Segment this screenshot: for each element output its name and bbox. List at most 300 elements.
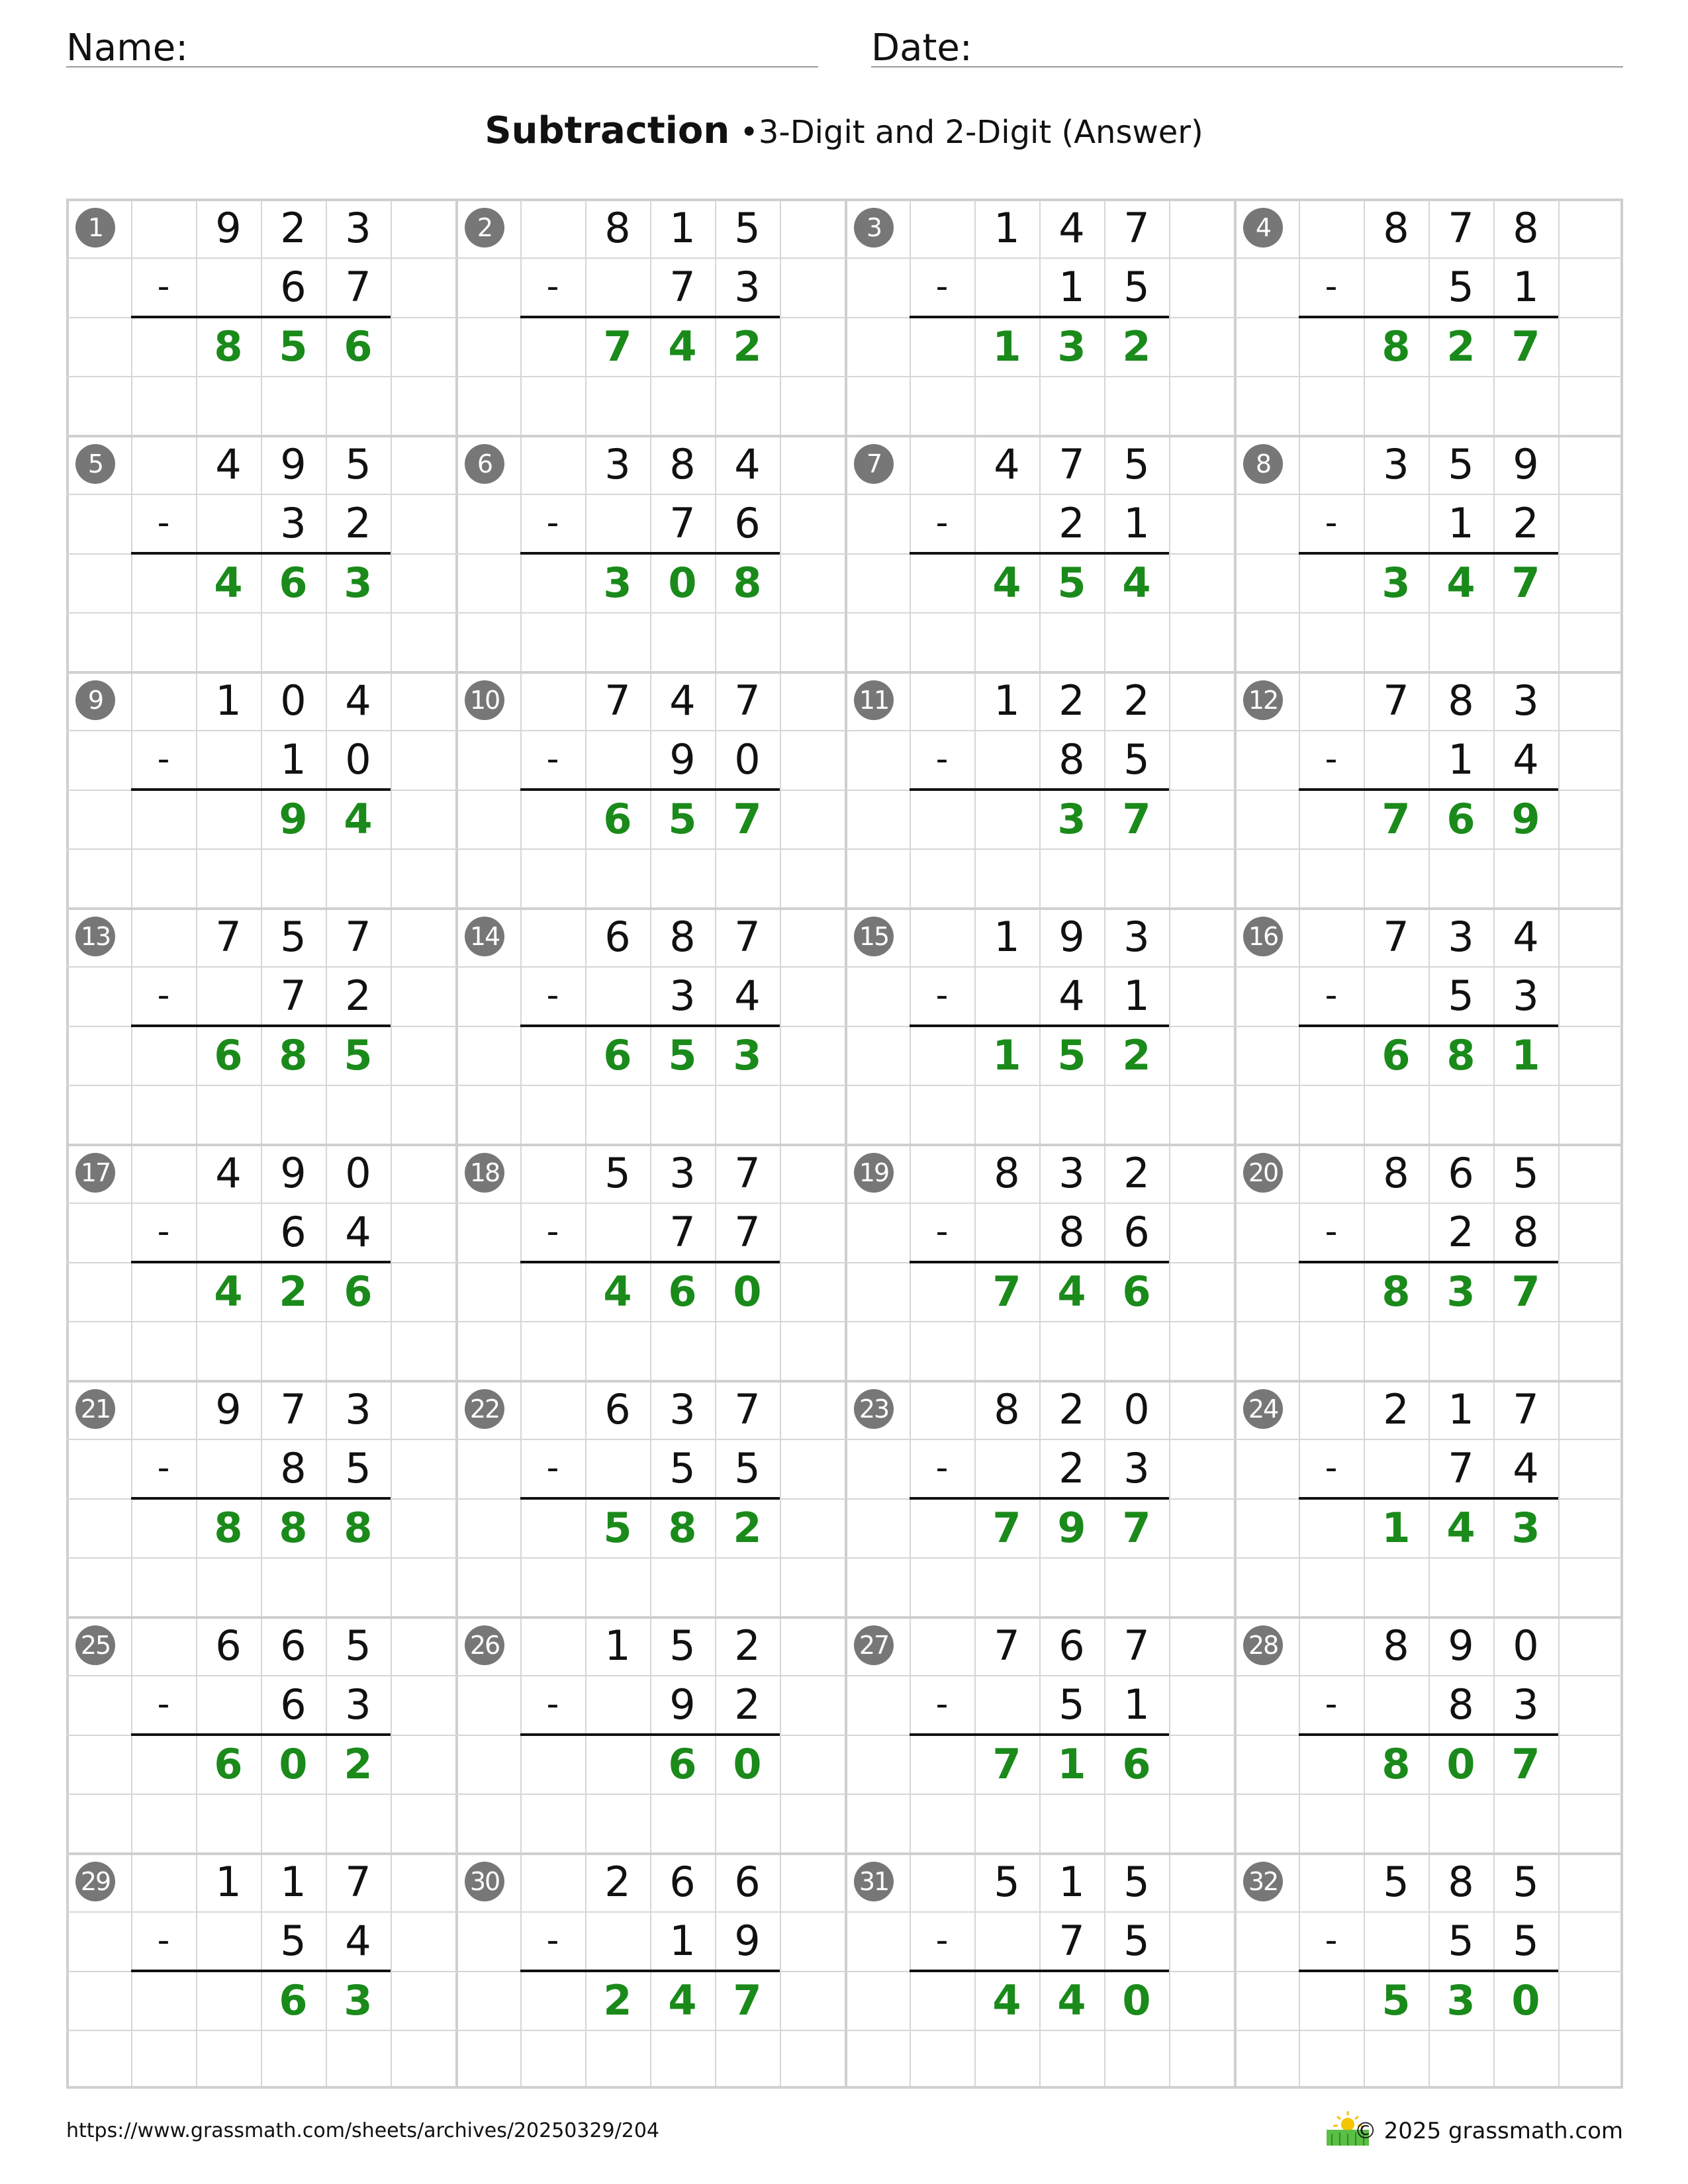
subtrahend-digit: 1 bbox=[1448, 735, 1474, 784]
subtrahend-digit: 8 bbox=[280, 1444, 306, 1493]
answer-digit: 6 bbox=[1446, 794, 1476, 843]
minuend-digit: 2 bbox=[1058, 1385, 1085, 1433]
answer-digit: 0 bbox=[733, 1267, 762, 1316]
problem-number-badge: 21 bbox=[75, 1389, 115, 1429]
minuend-digit: 5 bbox=[734, 204, 761, 252]
sum-line bbox=[520, 1733, 780, 1736]
name-label: Name: bbox=[66, 26, 189, 69]
answer-digit: 3 bbox=[344, 558, 373, 607]
answer-digit: 6 bbox=[603, 794, 632, 843]
problem-number-badge: 2 bbox=[465, 208, 504, 248]
answer-digit: 3 bbox=[344, 1976, 373, 2025]
minus-sign: - bbox=[935, 976, 949, 1015]
minuend-digit: 2 bbox=[604, 1858, 631, 1906]
minuend-digit: 1 bbox=[994, 913, 1020, 961]
answer-digit: 6 bbox=[603, 1030, 632, 1079]
answer-digit: 4 bbox=[603, 1267, 632, 1316]
answer-digit: 3 bbox=[603, 558, 632, 607]
minuend-digit: 7 bbox=[1383, 913, 1409, 961]
sum-line bbox=[910, 1024, 1169, 1027]
minuend-digit: 5 bbox=[1513, 1858, 1539, 1906]
page-title bbox=[0, 105, 1688, 159]
problem-number-badge: 25 bbox=[75, 1625, 115, 1665]
minuend-digit: 9 bbox=[1448, 1621, 1474, 1670]
problem-number-badge: 29 bbox=[75, 1862, 115, 1901]
problem bbox=[1234, 199, 1623, 435]
problem-number-badge: 4 bbox=[1243, 208, 1283, 248]
answer-digit: 2 bbox=[279, 1267, 308, 1316]
answer-digit: 2 bbox=[733, 322, 762, 371]
subtrahend-digit: 3 bbox=[1123, 1444, 1150, 1493]
minuend-digit: 1 bbox=[994, 676, 1020, 725]
answer-digit: 0 bbox=[1511, 1976, 1540, 2025]
subtrahend-digit: 1 bbox=[1123, 972, 1150, 1021]
subtrahend-digit: 5 bbox=[1448, 1917, 1474, 1966]
answer-digit: 7 bbox=[1511, 558, 1540, 607]
sum-line bbox=[520, 1261, 780, 1263]
subtrahend-digit: 5 bbox=[1448, 972, 1474, 1021]
subtrahend-digit: 0 bbox=[345, 735, 371, 784]
minus-sign: - bbox=[935, 1448, 949, 1488]
problem-number-badge: 23 bbox=[854, 1389, 894, 1429]
minuend-digit: 8 bbox=[1383, 204, 1409, 252]
subtrahend-digit: 0 bbox=[734, 735, 761, 784]
subtrahend-digit: 2 bbox=[345, 972, 371, 1021]
minuend-digit: 9 bbox=[1058, 913, 1085, 961]
problem bbox=[455, 199, 845, 435]
sum-line bbox=[1299, 552, 1558, 555]
answer-digit: 1 bbox=[1511, 1030, 1540, 1079]
minuend-digit: 2 bbox=[280, 204, 306, 252]
problem-number-badge: 31 bbox=[854, 1862, 894, 1901]
answer-digit: 7 bbox=[992, 1739, 1021, 1788]
problem bbox=[66, 1380, 455, 1616]
answer-digit: 3 bbox=[1057, 322, 1086, 371]
subtrahend-digit: 3 bbox=[669, 972, 696, 1021]
minus-sign: - bbox=[546, 1448, 559, 1488]
problem-number-badge: 3 bbox=[854, 208, 894, 248]
sum-line bbox=[131, 1733, 391, 1736]
minus-sign: - bbox=[1325, 739, 1338, 779]
sum-line bbox=[1299, 1497, 1558, 1500]
problem bbox=[845, 199, 1234, 435]
problem bbox=[66, 1144, 455, 1380]
problem bbox=[1234, 1852, 1623, 2089]
minuend-digit: 7 bbox=[280, 1385, 306, 1433]
problem bbox=[845, 1616, 1234, 1852]
subtrahend-digit: 2 bbox=[734, 1680, 761, 1729]
answer-digit: 8 bbox=[214, 322, 243, 371]
minus-sign: - bbox=[157, 1921, 170, 1960]
answer-digit: 5 bbox=[344, 1030, 373, 1079]
subtrahend-digit: 1 bbox=[1123, 1680, 1150, 1729]
minuend-digit: 6 bbox=[215, 1621, 242, 1670]
minuend-digit: 4 bbox=[215, 1149, 242, 1197]
minuend-digit: 1 bbox=[1448, 1385, 1474, 1433]
sum-line bbox=[520, 1497, 780, 1500]
answer-digit: 5 bbox=[279, 322, 308, 371]
problem-number-badge: 8 bbox=[1243, 444, 1283, 484]
minuend-digit: 2 bbox=[734, 1621, 761, 1670]
subtrahend-digit: 4 bbox=[345, 1208, 371, 1257]
problem bbox=[455, 1144, 845, 1380]
sum-line bbox=[910, 552, 1169, 555]
problem bbox=[66, 671, 455, 907]
answer-digit: 5 bbox=[1057, 1030, 1086, 1079]
subtrahend-digit: 7 bbox=[669, 1208, 696, 1257]
title-bullet: • bbox=[739, 114, 759, 151]
minuend-digit: 7 bbox=[994, 1621, 1020, 1670]
minuend-digit: 6 bbox=[604, 913, 631, 961]
subtrahend-digit: 7 bbox=[669, 263, 696, 312]
minuend-digit: 8 bbox=[669, 440, 696, 488]
answer-digit: 7 bbox=[1511, 322, 1540, 371]
subtrahend-digit: 8 bbox=[1513, 1208, 1539, 1257]
subtrahend-digit: 2 bbox=[1058, 1444, 1085, 1493]
answer-digit: 4 bbox=[992, 558, 1021, 607]
minuend-digit: 8 bbox=[1448, 676, 1474, 725]
sum-line bbox=[520, 1970, 780, 1972]
minuend-digit: 4 bbox=[734, 440, 761, 488]
sum-line bbox=[131, 316, 391, 318]
sum-line bbox=[1299, 788, 1558, 791]
minus-sign: - bbox=[546, 976, 559, 1015]
answer-digit: 6 bbox=[1382, 1030, 1411, 1079]
date-label: Date: bbox=[871, 26, 972, 69]
subtrahend-digit: 3 bbox=[345, 1680, 371, 1729]
minus-sign: - bbox=[935, 739, 949, 779]
minus-sign: - bbox=[157, 739, 170, 779]
minuend-digit: 4 bbox=[1513, 913, 1539, 961]
minuend-digit: 7 bbox=[1058, 440, 1085, 488]
answer-digit: 5 bbox=[1382, 1976, 1411, 2025]
answer-digit: 8 bbox=[214, 1503, 243, 1552]
problem-number-badge: 18 bbox=[465, 1153, 504, 1193]
answer-digit: 3 bbox=[1446, 1267, 1476, 1316]
minuend-digit: 6 bbox=[604, 1385, 631, 1433]
problem-number-badge: 32 bbox=[1243, 1862, 1283, 1901]
minuend-digit: 2 bbox=[1123, 676, 1150, 725]
answer-digit: 0 bbox=[733, 1739, 762, 1788]
subtrahend-digit: 1 bbox=[1513, 263, 1539, 312]
problem-number-badge: 14 bbox=[465, 917, 504, 956]
date-line[interactable] bbox=[871, 66, 1623, 68]
subtrahend-digit: 6 bbox=[280, 1680, 306, 1729]
problem bbox=[66, 435, 455, 671]
problem bbox=[66, 199, 455, 435]
minuend-digit: 3 bbox=[1123, 913, 1150, 961]
problem-number-badge: 11 bbox=[854, 680, 894, 720]
minuend-digit: 8 bbox=[669, 913, 696, 961]
sum-line bbox=[520, 1024, 780, 1027]
problem-number-badge: 7 bbox=[854, 444, 894, 484]
sum-line bbox=[520, 552, 780, 555]
subtrahend-digit: 9 bbox=[734, 1917, 761, 1966]
answer-digit: 4 bbox=[344, 794, 373, 843]
minuend-digit: 5 bbox=[1123, 440, 1150, 488]
answer-digit: 8 bbox=[1446, 1030, 1476, 1079]
subtrahend-digit: 7 bbox=[1448, 1444, 1474, 1493]
problem bbox=[845, 1852, 1234, 2089]
problem-number-badge: 16 bbox=[1243, 917, 1283, 956]
problem bbox=[455, 1616, 845, 1852]
problem-number-badge: 20 bbox=[1243, 1153, 1283, 1193]
subtrahend-digit: 1 bbox=[669, 1917, 696, 1966]
minuend-digit: 9 bbox=[215, 1385, 242, 1433]
minuend-digit: 5 bbox=[345, 440, 371, 488]
minuend-digit: 5 bbox=[280, 913, 306, 961]
answer-digit: 4 bbox=[214, 1267, 243, 1316]
minus-sign: - bbox=[935, 267, 949, 306]
minuend-digit: 8 bbox=[994, 1149, 1020, 1197]
minuend-digit: 5 bbox=[1448, 440, 1474, 488]
problem-number-badge: 24 bbox=[1243, 1389, 1283, 1429]
answer-digit: 3 bbox=[1382, 558, 1411, 607]
minuend-digit: 9 bbox=[215, 204, 242, 252]
problem-number-badge: 9 bbox=[75, 680, 115, 720]
minuend-digit: 3 bbox=[604, 440, 631, 488]
answer-digit: 7 bbox=[992, 1503, 1021, 1552]
minuend-digit: 2 bbox=[1058, 676, 1085, 725]
subtrahend-digit: 5 bbox=[1123, 1917, 1150, 1966]
sum-line bbox=[131, 1497, 391, 1500]
subtrahend-digit: 5 bbox=[1513, 1917, 1539, 1966]
answer-digit: 8 bbox=[279, 1030, 308, 1079]
problem bbox=[1234, 435, 1623, 671]
minuend-digit: 9 bbox=[280, 1149, 306, 1197]
minus-sign: - bbox=[546, 1921, 559, 1960]
subtrahend-digit: 3 bbox=[734, 263, 761, 312]
minus-sign: - bbox=[1325, 1684, 1338, 1724]
answer-digit: 8 bbox=[1382, 1267, 1411, 1316]
subtrahend-digit: 7 bbox=[1058, 1917, 1085, 1966]
answer-digit: 6 bbox=[1122, 1739, 1151, 1788]
minuend-digit: 4 bbox=[669, 676, 696, 725]
problem-number-badge: 28 bbox=[1243, 1625, 1283, 1665]
minuend-digit: 1 bbox=[280, 1858, 306, 1906]
answer-digit: 6 bbox=[344, 1267, 373, 1316]
minuend-digit: 8 bbox=[604, 204, 631, 252]
minuend-digit: 4 bbox=[215, 440, 242, 488]
answer-digit: 2 bbox=[344, 1739, 373, 1788]
title-main: Subtraction bbox=[485, 109, 730, 152]
problem-number-badge: 13 bbox=[75, 917, 115, 956]
minus-sign: - bbox=[935, 503, 949, 543]
answer-digit: 4 bbox=[214, 558, 243, 607]
answer-digit: 5 bbox=[668, 794, 697, 843]
sum-line bbox=[910, 1261, 1169, 1263]
problem bbox=[1234, 1144, 1623, 1380]
sum-line bbox=[1299, 1261, 1558, 1263]
minuend-digit: 6 bbox=[280, 1621, 306, 1670]
sum-line bbox=[910, 316, 1169, 318]
answer-digit: 2 bbox=[1122, 1030, 1151, 1079]
answer-digit: 6 bbox=[344, 322, 373, 371]
subtrahend-digit: 9 bbox=[669, 735, 696, 784]
minuend-digit: 7 bbox=[1123, 1621, 1150, 1670]
minuend-digit: 7 bbox=[1448, 204, 1474, 252]
minuend-digit: 7 bbox=[345, 913, 371, 961]
answer-digit: 4 bbox=[1057, 1267, 1086, 1316]
subtrahend-digit: 5 bbox=[669, 1444, 696, 1493]
minus-sign: - bbox=[546, 1684, 559, 1724]
minuend-digit: 1 bbox=[1058, 1858, 1085, 1906]
minuend-digit: 6 bbox=[1058, 1621, 1085, 1670]
minuend-digit: 5 bbox=[669, 1621, 696, 1670]
minuend-digit: 8 bbox=[1513, 204, 1539, 252]
subtrahend-digit: 3 bbox=[1513, 1680, 1539, 1729]
answer-digit: 6 bbox=[1122, 1267, 1151, 1316]
answer-digit: 7 bbox=[1122, 794, 1151, 843]
answer-digit: 3 bbox=[1511, 1503, 1540, 1552]
minus-sign: - bbox=[546, 503, 559, 543]
minuend-digit: 8 bbox=[1383, 1621, 1409, 1670]
problem bbox=[845, 435, 1234, 671]
minuend-digit: 0 bbox=[345, 1149, 371, 1197]
minuend-digit: 4 bbox=[345, 676, 371, 725]
minuend-digit: 9 bbox=[1513, 440, 1539, 488]
name-line[interactable] bbox=[66, 66, 818, 68]
answer-digit: 1 bbox=[992, 322, 1021, 371]
answer-digit: 7 bbox=[603, 322, 632, 371]
problem bbox=[1234, 671, 1623, 907]
subtrahend-digit: 4 bbox=[1513, 1444, 1539, 1493]
problem bbox=[66, 907, 455, 1144]
problem bbox=[455, 907, 845, 1144]
subtrahend-digit: 6 bbox=[1123, 1208, 1150, 1257]
answer-digit: 7 bbox=[1511, 1739, 1540, 1788]
minuend-digit: 3 bbox=[1448, 913, 1474, 961]
subtrahend-digit: 2 bbox=[1513, 499, 1539, 548]
subtrahend-digit: 6 bbox=[280, 263, 306, 312]
minus-sign: - bbox=[157, 267, 170, 306]
answer-digit: 7 bbox=[733, 1976, 762, 2025]
minus-sign: - bbox=[1325, 267, 1338, 306]
sum-line bbox=[520, 788, 780, 791]
minuend-digit: 5 bbox=[604, 1149, 631, 1197]
problem bbox=[455, 1380, 845, 1616]
minuend-digit: 1 bbox=[669, 204, 696, 252]
subtrahend-digit: 1 bbox=[1058, 263, 1085, 312]
sum-line bbox=[1299, 1970, 1558, 1972]
answer-digit: 0 bbox=[279, 1739, 308, 1788]
problem-number-badge: 10 bbox=[465, 680, 504, 720]
sum-line bbox=[131, 1261, 391, 1263]
minuend-digit: 1 bbox=[215, 1858, 242, 1906]
answer-digit: 1 bbox=[992, 1030, 1021, 1079]
problem bbox=[1234, 1616, 1623, 1852]
answer-digit: 9 bbox=[1057, 1503, 1086, 1552]
answer-digit: 4 bbox=[992, 1976, 1021, 2025]
answer-digit: 2 bbox=[603, 1976, 632, 2025]
worksheet-grid bbox=[66, 199, 1623, 2089]
sum-line bbox=[131, 788, 391, 791]
minus-sign: - bbox=[157, 1448, 170, 1488]
minuend-digit: 7 bbox=[1383, 676, 1409, 725]
answer-digit: 1 bbox=[1057, 1739, 1086, 1788]
answer-digit: 4 bbox=[1057, 1976, 1086, 2025]
minuend-digit: 6 bbox=[734, 1858, 761, 1906]
problem-number-badge: 5 bbox=[75, 444, 115, 484]
minuend-digit: 3 bbox=[1513, 676, 1539, 725]
problem bbox=[66, 1852, 455, 2089]
answer-digit: 8 bbox=[344, 1503, 373, 1552]
minuend-digit: 6 bbox=[669, 1858, 696, 1906]
minuend-digit: 7 bbox=[734, 676, 761, 725]
minuend-digit: 0 bbox=[1513, 1621, 1539, 1670]
sum-line bbox=[1299, 316, 1558, 318]
problem bbox=[455, 435, 845, 671]
subtrahend-digit: 7 bbox=[345, 263, 371, 312]
subtrahend-digit: 5 bbox=[1123, 263, 1150, 312]
problem-number-badge: 6 bbox=[465, 444, 504, 484]
problem-number-badge: 26 bbox=[465, 1625, 504, 1665]
answer-digit: 6 bbox=[279, 1976, 308, 2025]
minus-sign: - bbox=[157, 1684, 170, 1724]
sum-line bbox=[131, 552, 391, 555]
minuend-digit: 3 bbox=[345, 1385, 371, 1433]
minus-sign: - bbox=[157, 976, 170, 1015]
answer-digit: 3 bbox=[733, 1030, 762, 1079]
minuend-digit: 5 bbox=[994, 1858, 1020, 1906]
problem-number-badge: 19 bbox=[854, 1153, 894, 1193]
answer-digit: 8 bbox=[733, 558, 762, 607]
minuend-digit: 7 bbox=[734, 913, 761, 961]
subtrahend-digit: 7 bbox=[280, 972, 306, 1021]
footer-url: https://www.grassmath.com/sheets/archives/20250329/204 bbox=[66, 2119, 660, 2142]
subtrahend-digit: 5 bbox=[280, 1917, 306, 1966]
subtrahend-digit: 4 bbox=[734, 972, 761, 1021]
minuend-digit: 8 bbox=[994, 1385, 1020, 1433]
minuend-digit: 5 bbox=[345, 1621, 371, 1670]
minus-sign: - bbox=[546, 267, 559, 306]
answer-digit: 3 bbox=[1057, 794, 1086, 843]
subtrahend-digit: 6 bbox=[280, 1208, 306, 1257]
answer-digit: 4 bbox=[668, 1976, 697, 2025]
answer-digit: 8 bbox=[1382, 1739, 1411, 1788]
answer-digit: 7 bbox=[992, 1267, 1021, 1316]
minuend-digit: 7 bbox=[734, 1385, 761, 1433]
minus-sign: - bbox=[1325, 976, 1338, 1015]
subtrahend-digit: 4 bbox=[1513, 735, 1539, 784]
problem bbox=[455, 1852, 845, 2089]
minuend-digit: 1 bbox=[604, 1621, 631, 1670]
minuend-digit: 7 bbox=[1123, 204, 1150, 252]
answer-digit: 9 bbox=[1511, 794, 1540, 843]
answer-digit: 4 bbox=[1446, 1503, 1476, 1552]
answer-digit: 1 bbox=[1382, 1503, 1411, 1552]
problem-number-badge: 27 bbox=[854, 1625, 894, 1665]
answer-digit: 8 bbox=[279, 1503, 308, 1552]
minuend-digit: 3 bbox=[345, 204, 371, 252]
answer-digit: 4 bbox=[1446, 558, 1476, 607]
subtrahend-digit: 5 bbox=[1448, 263, 1474, 312]
subtrahend-digit: 1 bbox=[1448, 499, 1474, 548]
footer-copyright: © 2025 grassmath.com bbox=[1354, 2118, 1623, 2144]
answer-digit: 0 bbox=[1446, 1739, 1476, 1788]
subtrahend-digit: 7 bbox=[734, 1208, 761, 1257]
minus-sign: - bbox=[1325, 1212, 1338, 1251]
minuend-digit: 1 bbox=[994, 204, 1020, 252]
answer-digit: 8 bbox=[668, 1503, 697, 1552]
subtrahend-digit: 8 bbox=[1058, 735, 1085, 784]
answer-digit: 5 bbox=[603, 1503, 632, 1552]
minuend-digit: 9 bbox=[280, 440, 306, 488]
answer-digit: 7 bbox=[733, 794, 762, 843]
sum-line bbox=[910, 1497, 1169, 1500]
minuend-digit: 6 bbox=[1448, 1149, 1474, 1197]
sum-line bbox=[1299, 1733, 1558, 1736]
